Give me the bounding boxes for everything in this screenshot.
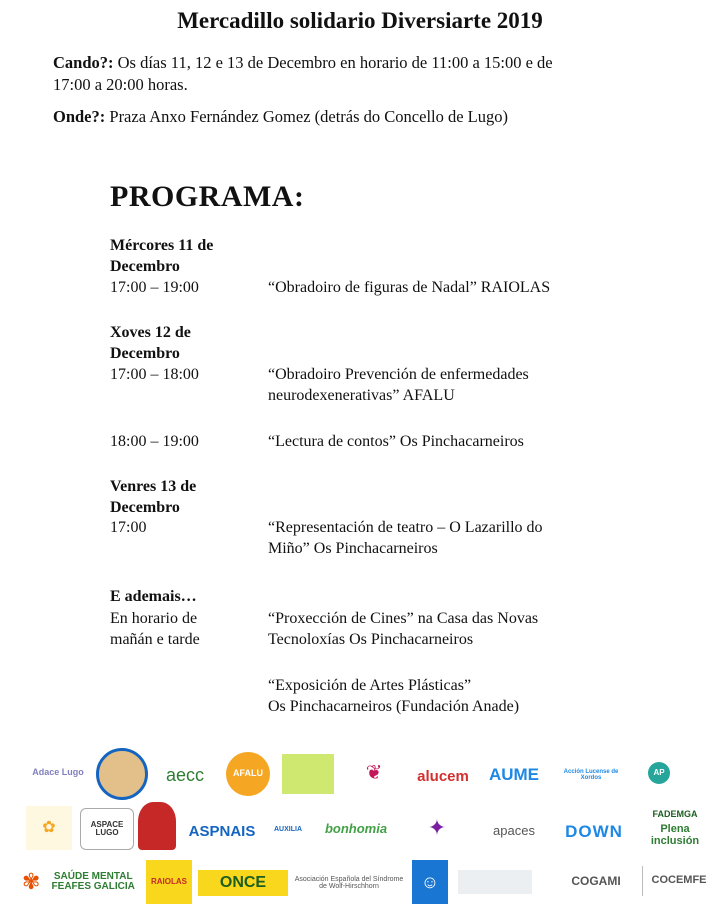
cando-text-1: Os días 11, 12 e 13 de Decembro en horario de 11:00 a 15:00 e de [117,53,553,72]
raiolas-tree-logo [138,802,176,850]
event-text [268,675,688,717]
time-line-1: En horario de [110,610,198,627]
event-text: “Lectura de contos” Os Pinchacarneiros [268,433,524,450]
aspnais-logo: ASPNAIS [188,823,256,841]
auxilia-logo: AUXILIA [274,826,302,834]
onde-text: Praza Anxo Fernández Gomez (detrás do Concello de Lugo) [109,107,509,126]
grey-logo [458,870,532,894]
event-text: “Obradoiro de figuras de Nadal” RAIOLAS [268,279,551,296]
time-slot: 17:00 – 19:00 [110,279,199,296]
time-slot [110,608,260,650]
day-line-1: Venres 13 de [110,478,197,495]
time-slot: 17:00 [110,519,147,536]
page-title: Mercadillo solidario Diversiarte 2019 [177,8,543,33]
event-text [268,364,688,406]
event-line-2: Miño” Os Pinchacarneiros [268,540,438,557]
event-text [268,608,688,650]
event-line-2: Tecnoloxías Os Pinchacarneiros [268,631,474,648]
event-line-1: “Exposición de Artes Plásticas” [268,677,472,694]
seal-logo [96,748,148,800]
event-text [268,517,688,559]
aecc-logo: aecc [165,764,205,785]
raiolas-logo: RAIOLAS [146,860,192,904]
colorful-logo: ✦ [427,815,447,841]
aume-logo: AUME [488,765,540,785]
adace-logo: Adace Lugo [32,767,84,778]
onde-section [53,106,693,128]
sponsor-logos [0,740,720,907]
ap-logo: AP [648,762,670,784]
time-line-2: mañán e tarde [110,631,200,648]
yellow-logo: ✿ [26,806,72,850]
onde-label: Onde?: [53,107,106,126]
xordos-logo: Acción Lucense de Xordos [563,768,619,781]
down-logo: DOWN [565,822,623,842]
apaces-logo: apaces [493,823,535,839]
alucem-logo: alucem [417,768,469,786]
bonhomia-logo: bonhomia [324,821,388,837]
saude-mental-icon: ✾ [22,869,41,895]
day-line-2: Decembro [110,499,180,516]
asem-logo: ☺ [412,860,448,904]
fademga-logo: FADEMGA [652,809,698,820]
time-slot: 18:00 – 19:00 [110,433,199,450]
ademais-heading: E ademais… [110,588,197,605]
saude-mental-label: SAÚDE MENTAL FEAFES GALICIA [51,870,135,892]
cando-label: Cando?: [53,53,114,72]
once-logo: ONCE [198,870,288,896]
cocemfe-logo: COCEMFE [642,866,715,896]
cando-text-2: 17:00 a 20:00 horas. [53,75,188,94]
green-logo [282,754,334,794]
event-line-1: “Proxección de Cines” na Casa das Novas [268,610,539,627]
cogami-logo: COGAMI [571,873,621,888]
wolf-hirschhorn-logo: Asociación Española del Síndrome de Wolf-Hirschhorn [294,875,404,890]
day-heading [110,322,250,364]
saude-mental-logo [22,864,142,900]
aspace-logo: ASPACE LUGO [80,808,134,850]
heart-logo: ❦ [365,761,383,784]
afalu-logo: AFALU [226,752,270,796]
cando-section [53,52,693,96]
time-slot: 17:00 – 18:00 [110,366,199,383]
plena-inclusion-logo: Plena inclusión [650,824,700,847]
day-line-2: Decembro [110,345,180,362]
event-line-2: Os Pinchacarneiros (Fundación Anade) [268,698,520,715]
day-heading [110,235,250,277]
day-line-1: Mércores 11 de [110,237,214,254]
day-line-2: Decembro [110,258,180,275]
event-line-2: neurodexenerativas” AFALU [268,387,455,404]
event-line-1: “Obradoiro Prevención de enfermedades [268,366,529,383]
event-line-1: “Representación de teatro – O Lazarillo do [268,519,543,536]
day-line-1: Xoves 12 de [110,324,191,341]
day-heading [110,476,250,518]
programa-heading: PROGRAMA: [110,180,305,213]
